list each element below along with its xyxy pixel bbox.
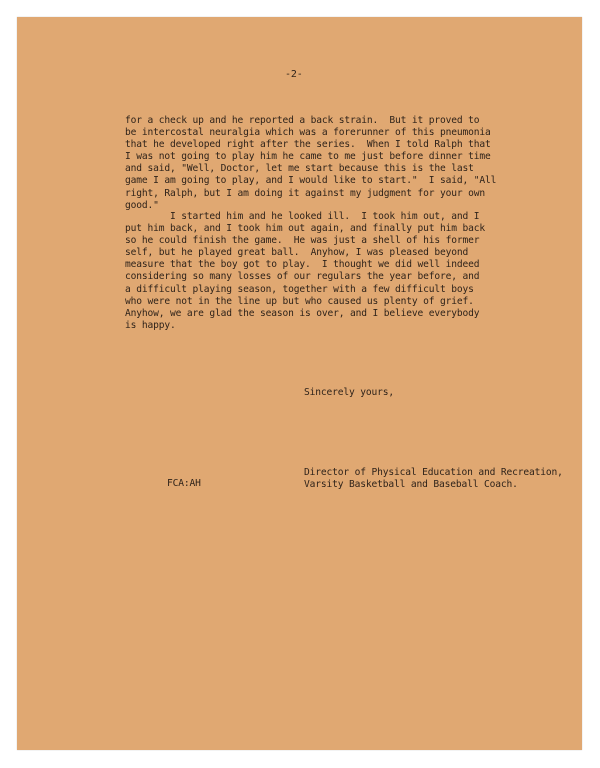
letter-page [17, 17, 582, 750]
page-number: -2- [285, 69, 303, 80]
body-paragraph-1: for a check up and he reported a back strain. But it proved to be intercostal neuralgia which was a forerunner of this pneumonia that he developed right after the series. When I told Ralph that I was not going to play him he came to me just before dinner time and said, "Well, Doctor, let me start because this is the last game I am going to play, and I would like to start." I said, "All right, Ralph, but I am doing it against my judgment for your own good." [125, 115, 497, 211]
closing-salutation: Sincerely yours, [304, 387, 395, 398]
signature-title: Director of Physical Education and Recreation, Varsity Basketball and Baseball Coach. [304, 467, 563, 491]
body-paragraph-2: I started him and he looked ill. I took him out, and I put him back, and I took him out again, and finally put him back so he could finish the game. He was just a shell of his former self, but he played great ball. Anyhow, I was pleased beyond measure that the boy got to play. I thought we did well indeed considering so many losses of our regulars the year before, and a difficult playing season, together with a few difficult boys who were not in the line up but who caused us plenty of grief. Anyhow, we are glad the season is over, and I believe everybody is happy. [125, 211, 486, 331]
reference-initials: FCA:AH [167, 478, 201, 489]
